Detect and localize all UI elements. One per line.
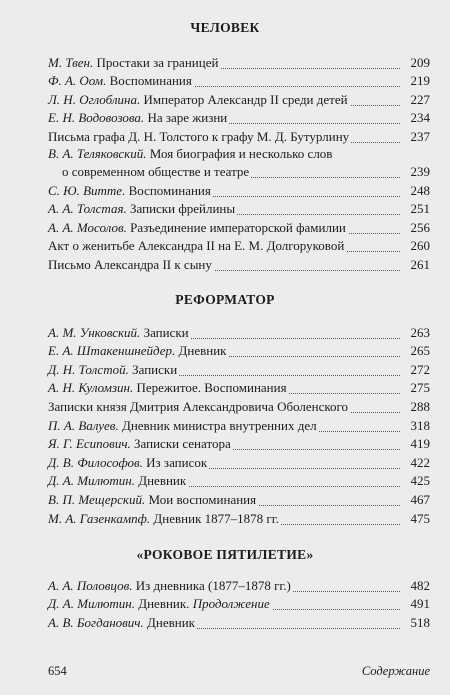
entry-author: А. М. Унковский. (48, 324, 141, 340)
entry-text (48, 91, 350, 108)
entry-text (48, 454, 209, 471)
entry-text (48, 72, 194, 89)
entry-text (48, 577, 293, 594)
section-reformator (0, 290, 450, 310)
entry-page-number: 263 (410, 324, 430, 340)
entry-title: Дневник (147, 614, 195, 630)
entry-title: Простаки за границей (96, 54, 219, 70)
toc-entry (48, 415, 430, 434)
entry-text (48, 324, 191, 341)
entry-title: Дневник (178, 343, 227, 359)
entry-text (48, 435, 233, 452)
section-heading: «РОКОВОЕ ПЯТИЛЕТИЕ» (136, 547, 314, 562)
entry-page-number: 275 (410, 380, 430, 396)
toc-entry (48, 452, 430, 471)
entry-title: Дневник 1877–1878 гг. (153, 510, 279, 526)
entry-author: Д. А. Милютин. (48, 473, 135, 489)
entry-title: Записки фрейлины (130, 201, 236, 217)
entry-page-number: 265 (410, 343, 430, 359)
entry-text (48, 379, 289, 396)
entry-title: Воспоминания (109, 73, 192, 89)
entry-page-number: 248 (410, 182, 430, 198)
toc-entry (48, 341, 430, 360)
entry-text (48, 237, 346, 254)
entry-title: Из дневника (1877–1878 гг.) (135, 577, 291, 593)
page-number: 654 (48, 664, 67, 678)
entry-author: С. Ю. Витте. (48, 182, 126, 198)
entry-author: Ф. А. Оом. (48, 73, 107, 89)
entry-page-number: 425 (410, 473, 430, 489)
entry-list-reformator (48, 322, 430, 527)
entry-text (48, 109, 229, 126)
entry-title: Император Александр II среди детей (143, 91, 348, 107)
toc-entry (48, 489, 430, 508)
entry-text (48, 219, 348, 236)
entry-author: М. Твен. (48, 54, 94, 70)
section-chelovek (0, 18, 450, 38)
toc-entry (48, 594, 430, 613)
entry-page-number: 234 (410, 110, 430, 126)
entry-title: Письма графа Д. Н. Толстого к графу М. Д. Бутурлину (48, 128, 350, 144)
entry-page-number: 518 (410, 614, 430, 630)
entry-page-number: 272 (410, 361, 430, 377)
entry-text (48, 200, 237, 217)
section-heading: ЧЕЛОВЕК (190, 20, 260, 35)
entry-text (48, 491, 258, 508)
entry-title: Записки сенатора (134, 436, 231, 452)
toc-entry (48, 126, 430, 145)
toc-entry (48, 108, 430, 127)
toc-entry (48, 322, 430, 341)
entry-title: Мои воспоминания (148, 491, 257, 507)
entry-page-number: 422 (410, 454, 430, 470)
entry-title: Акт о женитьбе Александра II на Е. М. Долгоруковой (48, 238, 345, 254)
entry-author: Я. Г. Есипович. (48, 436, 131, 452)
entry-text (48, 595, 272, 612)
toc-entry (48, 52, 430, 71)
entry-title: Дневник (138, 473, 187, 489)
entry-page-number: 419 (410, 436, 430, 452)
toc-entry (48, 508, 430, 527)
entry-author: Д. В. Философов. (48, 454, 143, 470)
entry-page-number: 260 (410, 238, 430, 254)
toc-entry (48, 471, 430, 490)
toc-entry (48, 396, 430, 415)
toc-entry (48, 180, 430, 199)
toc-entry (48, 89, 430, 108)
toc-entry (48, 612, 430, 631)
entry-title: Дневник. (138, 596, 190, 612)
entry-title-continued: о современном обществе и театре (48, 163, 251, 180)
entry-list-rokovoe (48, 575, 430, 631)
entry-author: А. А. Мосолов. (48, 219, 127, 235)
entry-author: Е. А. Штакеншнейдер. (48, 343, 176, 359)
entry-author: П. А. Валуев. (48, 417, 119, 433)
entry-text (48, 342, 228, 359)
entry-page-number: 475 (410, 510, 430, 526)
entry-author: В. А. Теляковский. (48, 145, 147, 161)
entry-title: Записки князя Дмитрия Александровича Оболенского (48, 398, 349, 414)
entry-title: Разъединение императорской фамилии (130, 219, 346, 235)
entry-text (48, 182, 213, 199)
toc-entry (48, 71, 430, 90)
entry-author: А. В. Богданович. (48, 614, 144, 630)
entry-author: А. А. Толстая. (48, 201, 127, 217)
toc-entry (48, 199, 430, 218)
entry-author: Л. Н. Оглоблина. (48, 91, 141, 107)
entry-page-number: 237 (410, 128, 430, 144)
entry-page-number: 482 (410, 577, 430, 593)
running-head: Содержание (361, 664, 430, 678)
entry-title: Записки (132, 361, 178, 377)
entry-author: Д. Н. Толстой. (48, 361, 129, 377)
toc-entry (48, 359, 430, 378)
entry-list-chelovek (48, 52, 430, 273)
toc-entry (48, 217, 430, 236)
toc-entry (48, 236, 430, 255)
entry-title-italic: Продолжение (192, 596, 270, 612)
entry-title: Моя биография и несколько слов (149, 145, 333, 161)
entry-text (48, 54, 220, 71)
entry-page-number: 491 (410, 596, 430, 612)
toc-entry (48, 378, 430, 397)
entry-text (48, 510, 281, 527)
entry-page-number: 251 (410, 201, 430, 217)
toc-entry (48, 254, 430, 273)
toc-entry (48, 434, 430, 453)
entry-page-number: 209 (410, 54, 430, 70)
entry-page-number: 261 (410, 256, 430, 272)
entry-title: Письмо Александра II к сыну (48, 256, 212, 272)
section-rokovoe-pyatiletie (0, 545, 450, 565)
entry-author: Е. Н. Водовозова. (48, 110, 145, 126)
entry-page-number: 227 (410, 91, 430, 107)
section-heading: РЕФОРМАТОР (175, 292, 275, 307)
entry-title: Пережитое. Воспоминания (136, 380, 287, 396)
entry-text (48, 361, 179, 378)
entry-text (48, 398, 350, 415)
entry-page-number: 467 (410, 491, 430, 507)
entry-title: Воспоминания (128, 182, 211, 198)
entry-text (48, 417, 319, 434)
entry-author: М. А. Газенкампф. (48, 510, 151, 526)
toc-entry (48, 575, 430, 594)
entry-author: В. П. Мещерский. (48, 491, 146, 507)
entry-page-number: 318 (410, 417, 430, 433)
entry-text (48, 472, 188, 489)
entry-page-number: 288 (410, 398, 430, 414)
entry-author: А. Н. Куломзин. (48, 380, 134, 396)
entry-title: Дневник министра внутренних дел (121, 417, 317, 433)
entry-page-number: 219 (410, 73, 430, 89)
entry-title: Из записок (146, 454, 208, 470)
entry-author: А. А. Половцов. (48, 577, 133, 593)
entry-page-number: 239 (410, 163, 430, 179)
entry-text (48, 145, 334, 162)
toc-entry (48, 145, 430, 180)
entry-title: На заре жизни (147, 110, 228, 126)
entry-page-number: 256 (410, 219, 430, 235)
entry-title: Записки (143, 324, 189, 340)
entry-text (48, 614, 197, 631)
entry-text (48, 128, 351, 145)
entry-text (48, 256, 214, 273)
entry-author: Д. А. Милютин. (48, 596, 135, 612)
